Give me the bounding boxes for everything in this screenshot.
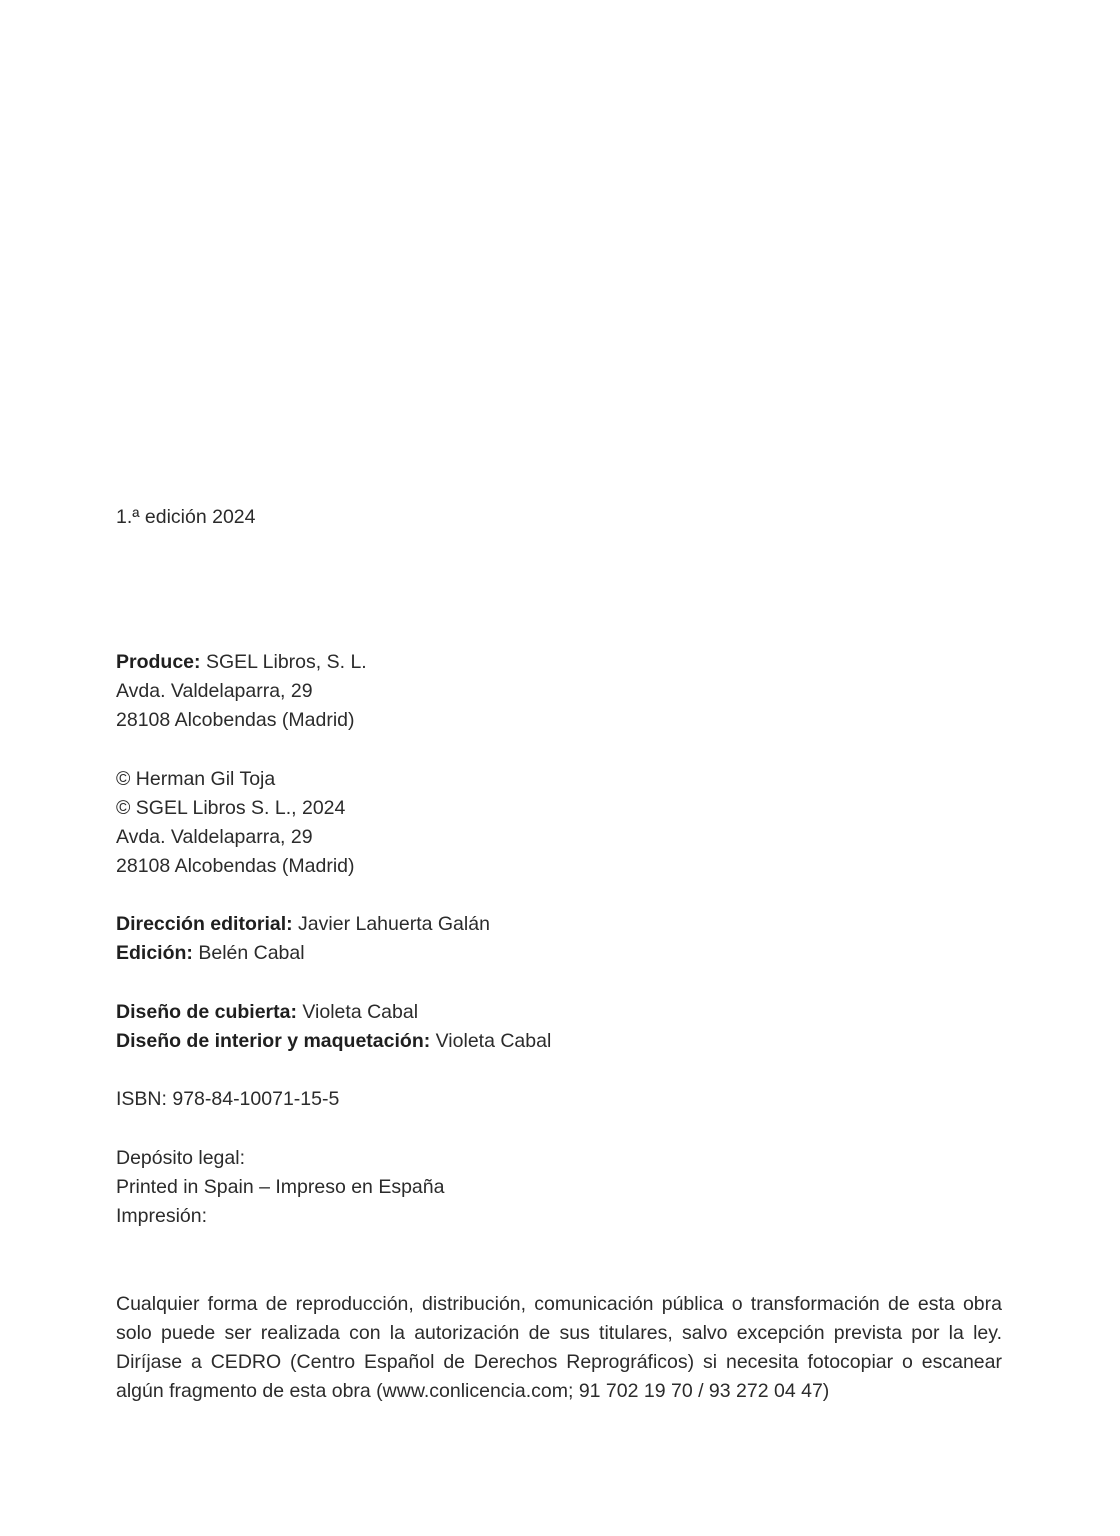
producer-address-2: 28108 Alcobendas (Madrid) <box>116 709 355 731</box>
editorial-edition-label: Edición: <box>116 942 193 964</box>
design-interior <box>116 1027 551 1056</box>
editorial-direction-label: Dirección editorial: <box>116 913 293 935</box>
design-block <box>116 998 551 1056</box>
impression-line: Impresión: <box>116 1205 208 1227</box>
printed-in-line: Printed in Spain – Impreso en España <box>116 1176 445 1198</box>
copyright-address-1: Avda. Valdelaparra, 29 <box>116 826 313 848</box>
editorial-block <box>116 910 490 968</box>
printing-block <box>116 1144 444 1231</box>
isbn-block <box>116 1085 339 1114</box>
copyright-author: © Herman Gil Toja <box>116 768 276 790</box>
editorial-direction <box>116 910 490 939</box>
editorial-edition-value: Belén Cabal <box>198 942 305 964</box>
copyright-address-2: 28108 Alcobendas (Madrid) <box>116 855 355 877</box>
design-cover-value: Violeta Cabal <box>302 1001 419 1023</box>
design-cover <box>116 998 551 1027</box>
producer-address-1: Avda. Valdelaparra, 29 <box>116 680 313 702</box>
design-cover-label: Diseño de cubierta: <box>116 1001 297 1023</box>
producer-block <box>116 648 367 735</box>
legal-notice: Cualquier forma de reproducción, distribución, comunicación pública o transformación de esta obra solo puede ser realizada con la autorización de sus titulares, salvo excepción prevista por la ley. Diríjase a CEDRO (Centro Español de Derechos Reprográficos) si necesita fotocopiar o escanear algún fragmento de esta obra (www.conlicencia.com; 91 702 19 70 / 93 272 04 47) <box>116 1293 1002 1402</box>
edition-line: 1.ª edición 2024 <box>116 506 256 528</box>
legal-deposit-line: Depósito legal: <box>116 1147 245 1169</box>
editorial-edition <box>116 939 490 968</box>
producer-label: Produce: <box>116 651 201 673</box>
design-interior-label: Diseño de interior y maquetación: <box>116 1030 431 1052</box>
producer-line <box>116 648 367 677</box>
editorial-direction-value: Javier Lahuerta Galán <box>298 913 490 935</box>
copyright-publisher: © SGEL Libros S. L., 2024 <box>116 797 346 819</box>
producer-name: SGEL Libros, S. L. <box>205 651 367 673</box>
design-interior-value: Violeta Cabal <box>435 1030 552 1052</box>
copyright-block <box>116 765 355 881</box>
isbn-line: ISBN: 978-84-10071-15-5 <box>116 1088 340 1110</box>
